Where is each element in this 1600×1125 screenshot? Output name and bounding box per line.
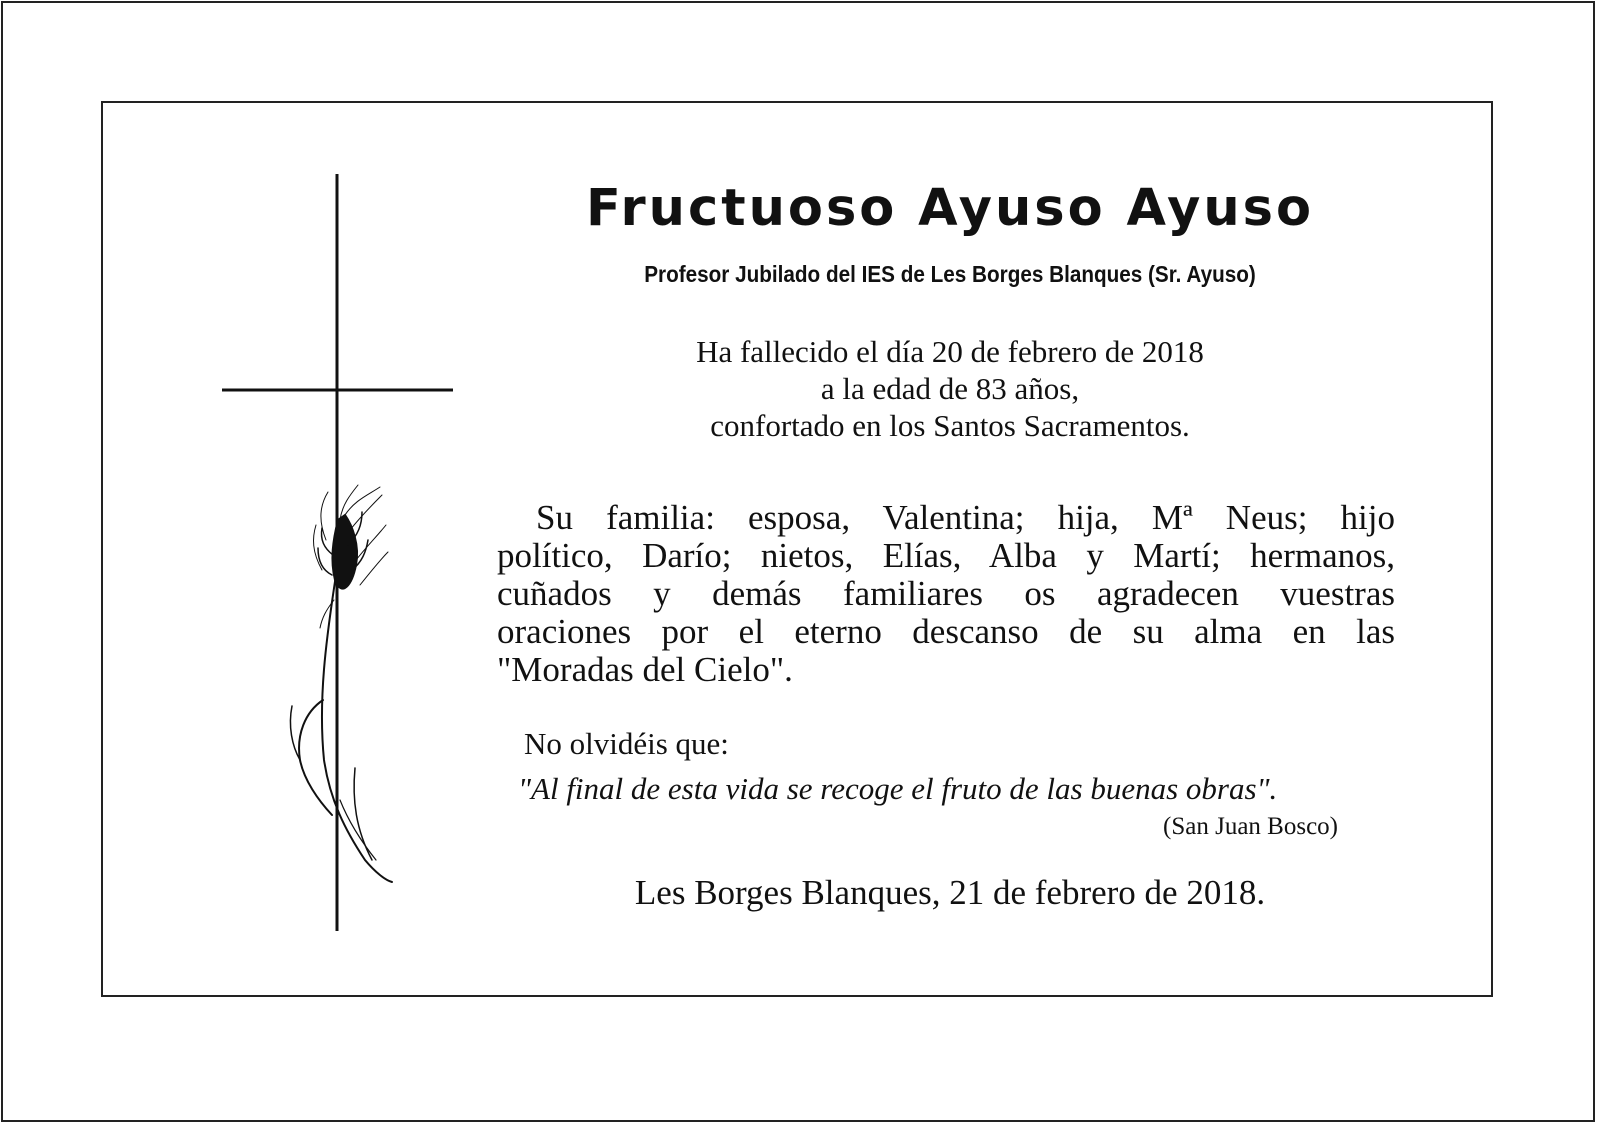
death-line: confortado en los Santos Sacramentos. <box>710 408 1190 443</box>
quote-text: "Al final de esta vida se recoge el fruto de las buenas obras". <box>518 771 1278 806</box>
quote-author: (San Juan Bosco) <box>1163 813 1338 840</box>
family-line: oraciones por el eterno descanso de su alma en las <box>497 612 1395 651</box>
death-announcement <box>500 333 1400 444</box>
family-paragraph <box>497 499 1395 689</box>
family-line: político, Darío; nietos, Elías, Alba y Martí; hermanos, <box>497 536 1395 575</box>
death-line: a la edad de 83 años, <box>820 371 1080 406</box>
deceased-name: Fructuoso Ayuso Ayuso <box>585 179 1315 238</box>
place-and-date: Les Borges Blanques, 21 de febrero de 2018. <box>634 873 1266 912</box>
death-line: Ha fallecido el día 20 de febrero de 2018 <box>696 334 1204 369</box>
family-line: cuñados y demás familiares os agradecen vuestras <box>497 574 1395 613</box>
family-line: "Moradas del Cielo". <box>497 650 793 689</box>
family-line: Su familia: esposa, Valentina; hija, Mª Neus; hijo <box>536 498 1395 537</box>
deceased-role: Profesor Jubilado del IES de Les Borges Blanques (Sr. Ayuso) <box>644 261 1256 287</box>
reminder-text: No olvidéis que: <box>524 726 729 761</box>
